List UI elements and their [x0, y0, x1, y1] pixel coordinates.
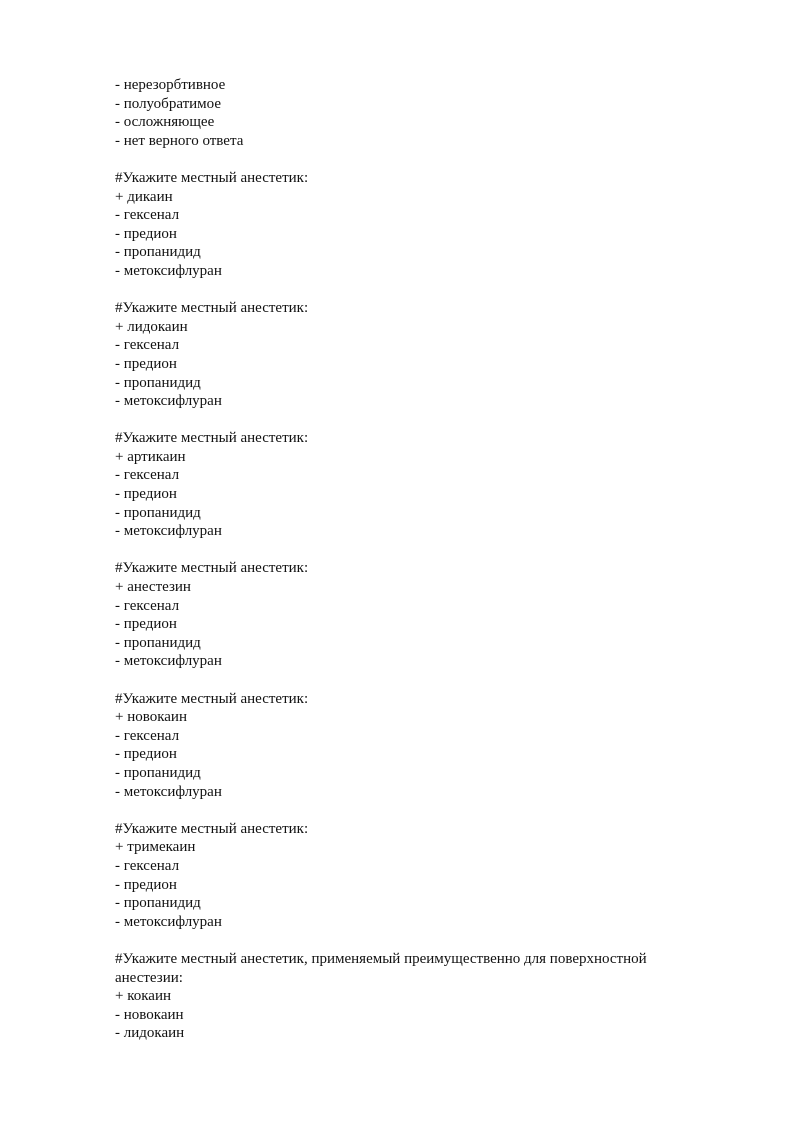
answer-option: - предион: [115, 876, 177, 893]
intro-options-block: [115, 76, 715, 150]
answer-option: - метоксифлуран: [115, 393, 222, 410]
answer-option: - пропанидид: [115, 764, 201, 781]
correct-answer-option: + анестезин: [115, 579, 191, 596]
answer-option: - гексенал: [115, 467, 180, 484]
question-block: [115, 429, 715, 541]
answer-option: - предион: [115, 486, 177, 503]
question-block: [115, 169, 715, 281]
question-text: #Укажите местный анестетик:: [115, 430, 309, 447]
answer-option: - предион: [115, 616, 177, 633]
answer-option: - предион: [115, 355, 177, 372]
answer-option: - гексенал: [115, 207, 180, 224]
answer-option: - пропанидид: [115, 504, 201, 521]
answer-option: - гексенал: [115, 597, 180, 614]
document-body: [115, 76, 715, 1043]
question-text: #Укажите местный анестетик:: [115, 169, 309, 186]
question-block: [115, 690, 715, 802]
answer-option: - осложняющее: [115, 114, 215, 131]
answer-option: - предион: [115, 225, 177, 242]
correct-answer-option: + кокаин: [115, 988, 172, 1005]
question-text: #Укажите местный анестетик:: [115, 690, 309, 707]
answer-option: - метоксифлуран: [115, 653, 222, 670]
answer-option: - гексенал: [115, 337, 180, 354]
answer-option: - нерезорбтивное: [115, 77, 226, 93]
answer-option: - предион: [115, 746, 177, 763]
answer-option: - метоксифлуран: [115, 262, 222, 279]
answer-option: - новокаин: [115, 1006, 184, 1023]
correct-answer-option: + новокаин: [115, 709, 187, 726]
question-block: [115, 950, 715, 1043]
correct-answer-option: + лидокаин: [115, 318, 188, 335]
correct-answer-option: + дикаин: [115, 188, 173, 205]
answer-option: - нет верного ответа: [115, 132, 244, 149]
correct-answer-option: + тримекаин: [115, 839, 196, 856]
question-text: #Укажите местный анестетик, применяемый преимущественно для поверхностной анестезии:: [115, 950, 647, 986]
question-text: #Укажите местный анестетик:: [115, 820, 309, 837]
answer-option: - метоксифлуран: [115, 783, 222, 800]
answer-option: - пропанидид: [115, 244, 201, 261]
question-block: [115, 299, 715, 411]
answer-option: - метоксифлуран: [115, 913, 222, 930]
answer-option: - пропанидид: [115, 895, 201, 912]
answer-option: - гексенал: [115, 857, 180, 874]
question-block: [115, 820, 715, 932]
answer-option: - пропанидид: [115, 634, 201, 651]
answer-option: - полуобратимое: [115, 95, 222, 112]
answer-option: - метоксифлуран: [115, 523, 222, 540]
correct-answer-option: + артикаин: [115, 448, 186, 465]
answer-option: - гексенал: [115, 727, 180, 744]
question-text: #Укажите местный анестетик:: [115, 560, 309, 577]
question-text: #Укажите местный анестетик:: [115, 300, 309, 317]
question-block: [115, 559, 715, 671]
answer-option: - пропанидид: [115, 374, 201, 391]
answer-option: - лидокаин: [115, 1025, 185, 1042]
